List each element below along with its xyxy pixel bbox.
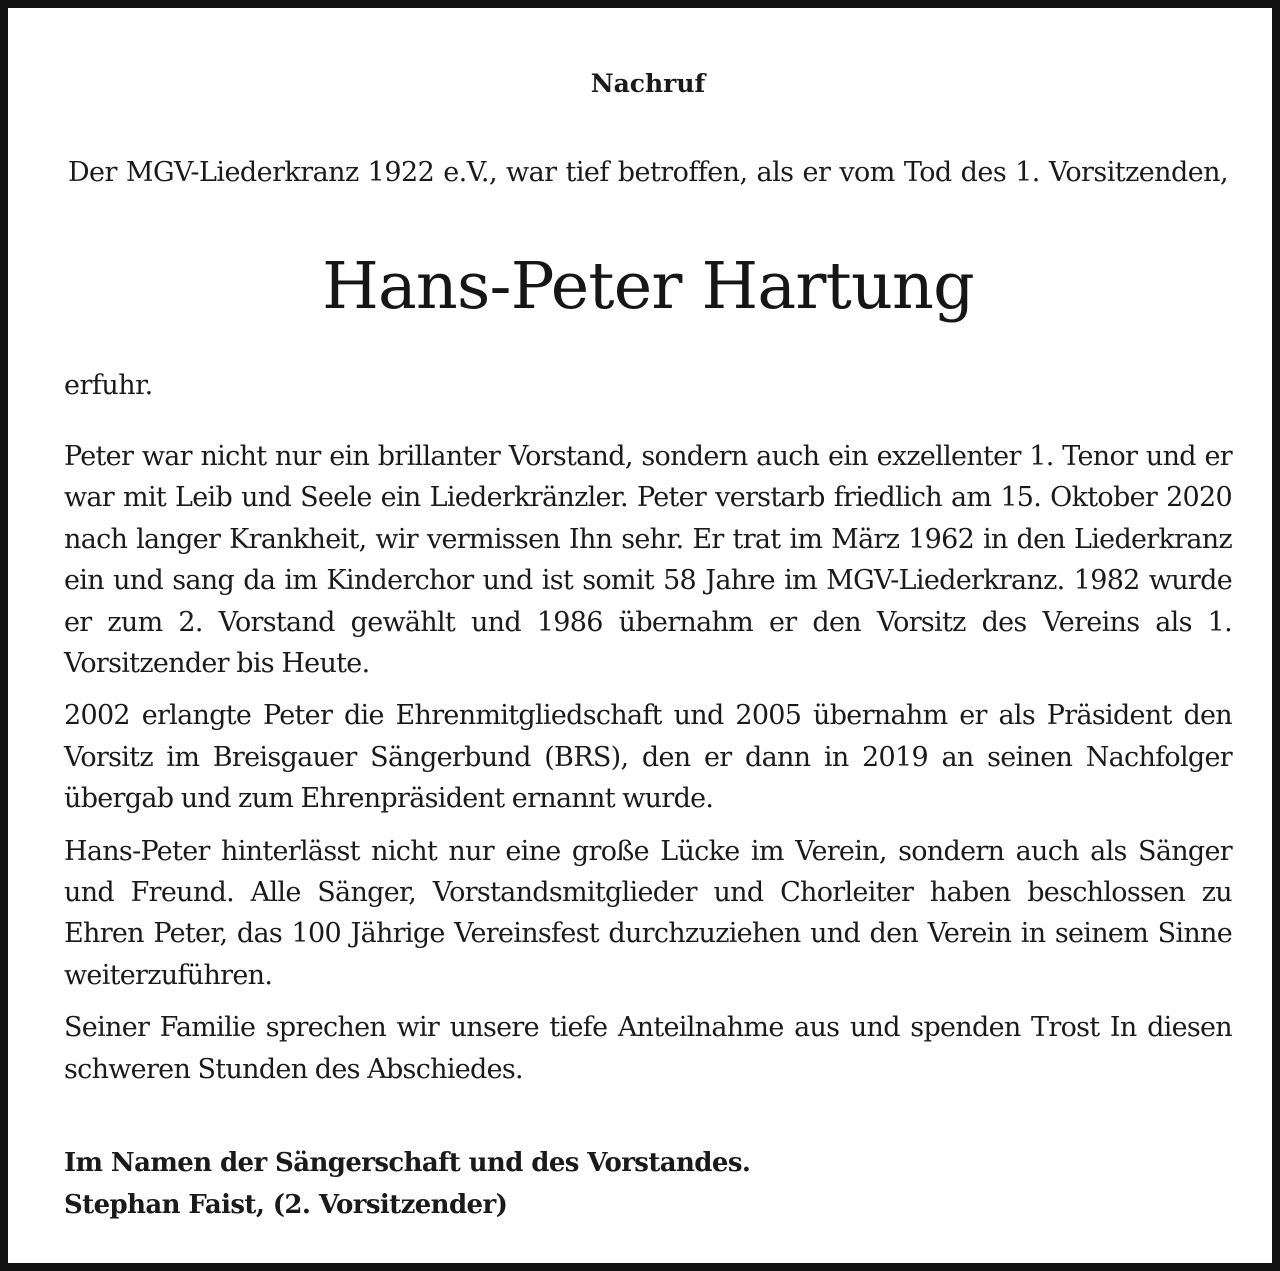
notice-heading: Nachruf	[590, 69, 706, 98]
signature-line-1: Im Namen der Sängerschaft und des Vorstandes.	[64, 1148, 751, 1178]
deceased-name: Hans-Peter Hartung	[322, 249, 974, 324]
intro-line: Der MGV-Liederkranz 1922 e.V., war tief betroffen, als er vom Tod des 1. Vorsitzenden,	[67, 157, 1229, 188]
obituary-body	[64, 436, 1232, 1101]
body-paragraph: Peter war nicht nur ein brillanter Vorstand, sondern auch ein exzellenter 1. Tenor und er war mit Leib und Seele ein Liederkränzler. Peter verstarb friedlich am 15. Oktober 2020 nach langer Krankheit, wir vermissen Ihn sehr. Er trat im März 1962 in den Liederkranz ein und sang da im Kinderchor und ist somit 58 Jahre im MGV-Liederkranz. 1982 wurde er zum 2. Vorstand gewählt und 1986 übernahm er den Vorsitz des Vereins als 1. Vorsitzender bis Heute.	[64, 441, 1232, 680]
signature-block	[64, 1142, 1232, 1226]
body-paragraph: Seiner Familie sprechen wir unsere tiefe Anteilnahme aus und spenden Trost In diesen schweren Stunden des Abschiedes.	[64, 1012, 1232, 1085]
signature-line-2: Stephan Faist, (2. Vorsitzender)	[64, 1190, 508, 1220]
body-paragraph: 2002 erlangte Peter die Ehrenmitgliedschaft und 2005 übernahm er als Präsident den Vorsitz im Breisgauer Sängerbund (BRS), den er dann in 2019 an seinen Nachfolger übergab und zum Ehrenpräsident ernannt wurde.	[64, 700, 1232, 815]
body-paragraph: Hans-Peter hinterlässt nicht nur eine große Lücke im Verein, sondern auch als Sänger und Freund. Alle Sänger, Vorstandsmitglieder und Chorleiter haben beschlossen zu Ehren Peter, das 100 Jährige Vereinsfest durchzuziehen und den Verein in seinem Sinne weiterzuführen.	[64, 835, 1232, 991]
after-name-text: erfuhr.	[64, 370, 153, 401]
